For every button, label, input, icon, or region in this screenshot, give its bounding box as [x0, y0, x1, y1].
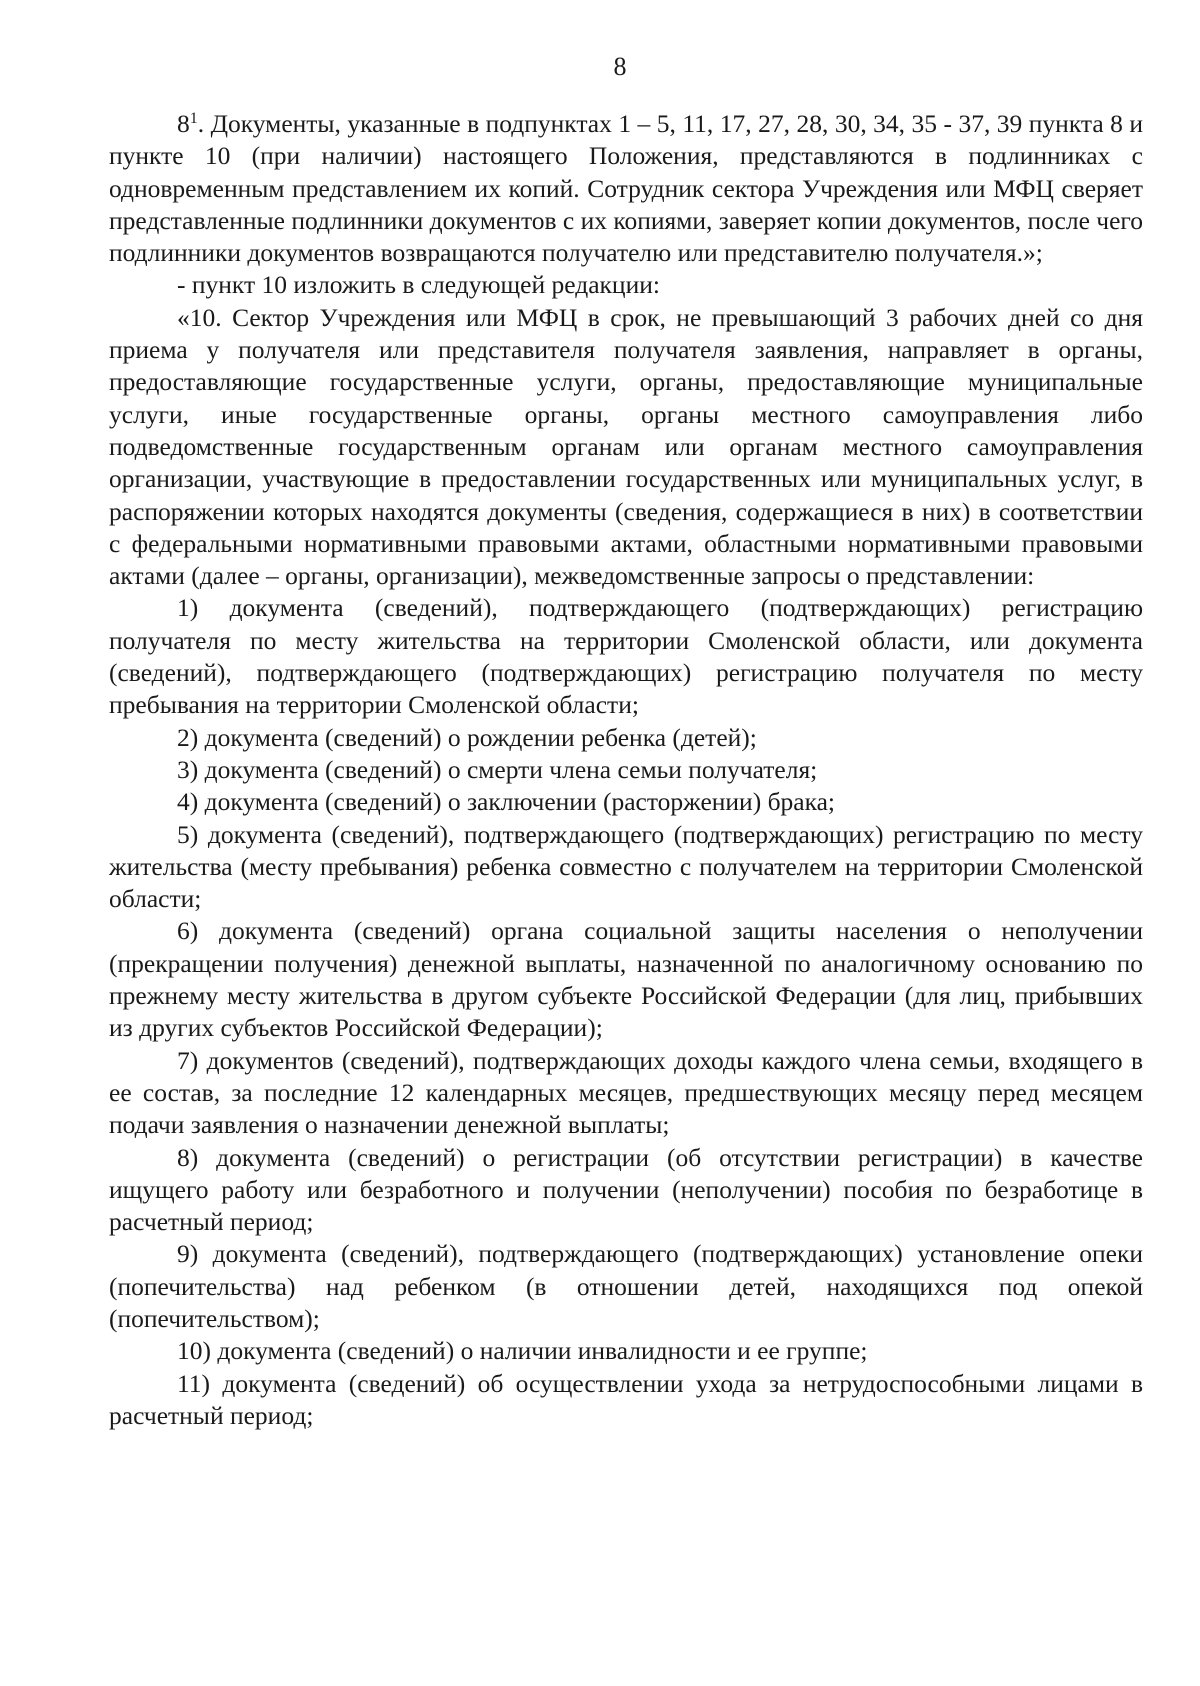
paragraph-lead: 8: [177, 109, 190, 138]
page-number: 8: [613, 52, 627, 81]
list-item-2: 2) документа (сведений) о рождении ребенка (детей);: [177, 722, 757, 752]
list-item-4: 4) документа (сведений) о заключении (расторжении) брака;: [177, 787, 836, 817]
list-item-11: 11) документа (сведений) об осуществлении ухода за нетрудоспособными лицами в расчетный период;: [109, 1368, 1143, 1430]
list-item-3: 3) документа (сведений) о смерти члена семьи получателя;: [177, 754, 818, 784]
paragraph-10: «10. Сектор Учреждения или МФЦ в срок, не превышающий 3 рабочих дней со дня приема у получателя или представителя получателя заявления, направляет в органы, предоставляющие государственные услуги, органы, предоставляющие муниципальные услуги, иные государственные органы, органы местного самоуправления либо подведомственные государственным органам или органам местного самоуправления организации, участвующие в предоставлении государственных или муниципальных услуг, в распоряжении которых находятся документы (сведения, содержащиеся в них) в соответствии с федеральными нормативными правовыми актами, областными нормативными правовыми актами (далее – органы, организации), межведомственные запросы о представлении:: [109, 302, 1143, 591]
list-item-10: 10) документа (сведений) о наличии инвалидности и ее группе;: [177, 1336, 868, 1366]
list-item-7: 7) документов (сведений), подтверждающих доходы каждого члена семьи, входящего в ее состав, за последние 12 календарных месяцев, предшествующих месяцу перед месяцем подачи заявления о назначении денежной выплаты;: [109, 1045, 1143, 1140]
list-item-6: 6) документа (сведений) органа социальной защиты населения о неполучении (прекращении получения) денежной выплаты, назначенной по аналогичному основанию по прежнему месту жительства в другом субъекте Российской Федерации (для лиц, прибывших из других субъектов Российской Федерации);: [109, 916, 1143, 1043]
list-item-5: 5) документа (сведений), подтверждающего (подтверждающих) регистрацию по месту жительства (месту пребывания) ребенка совместно с получателем на территории Смоленской области;: [109, 819, 1143, 914]
list-item-9: 9) документа (сведений), подтверждающего (подтверждающих) установление опеки (попечительства) над ребенком (в отношении детей, находящихся под опекой (попечительством);: [109, 1239, 1143, 1333]
superscript-index: 1: [189, 110, 198, 127]
list-item-1: 1) документа (сведений), подтверждающего (подтверждающих) регистрацию получателя по месту жительства на территории Смоленской области, или документа (сведений), подтверждающего (подтверждающих) регистрацию получателя по месту пребывания на территории Смоленской области;: [109, 593, 1143, 720]
paragraph-text: . Документы, указанные в подпунктах 1 – 5, 11, 17, 27, 28, 30, 34, 35 - 37, 39 пункта 8 и пункте 10 (при наличии) настоящего Положения, представляются в подлинниках с одновременным представлением их копий. Сотрудник сектора Учреждения или МФЦ сверяет представленные подлинники документов с их копиями, заверяет копии документов, после чего подлинники документов возвращаются получателю или представителю получателя.»;: [109, 109, 1143, 268]
paragraph-amendment-intro: - пункт 10 изложить в следующей редакции:: [177, 270, 660, 300]
list-item-8: 8) документа (сведений) о регистрации (об отсутствии регистрации) в качестве ищущего работу или безработного и получении (неполучении) пособия по безработице в расчетный период;: [109, 1142, 1143, 1237]
document-body: [109, 108, 1143, 1432]
paragraph-8-1: [109, 108, 1143, 269]
